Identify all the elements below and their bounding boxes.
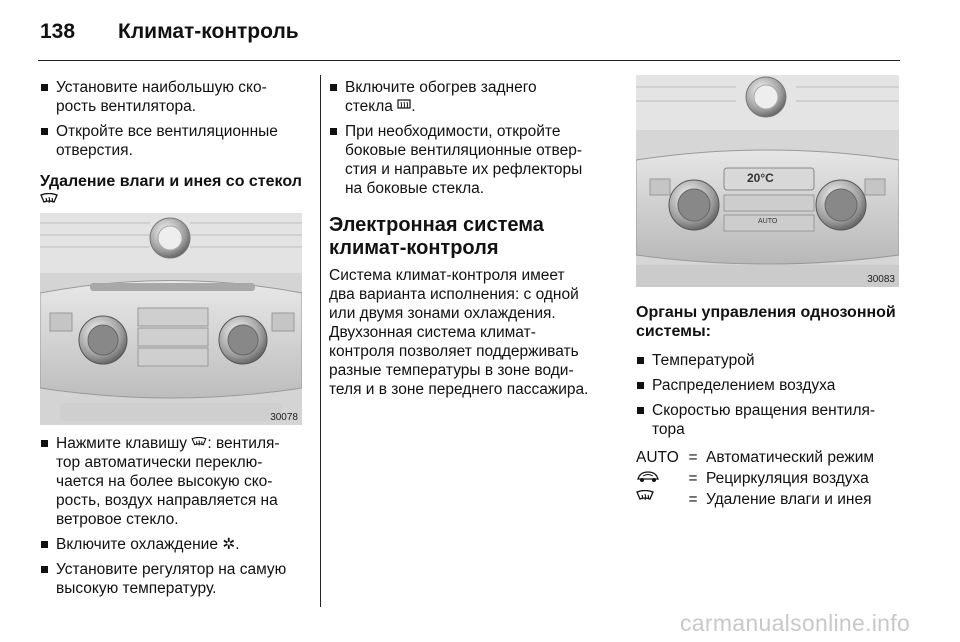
column-divider [320, 75, 321, 607]
snowflake-icon: ✲ [222, 536, 236, 553]
windshield-defrost-icon [191, 437, 207, 449]
legend-equals: = [688, 449, 698, 466]
windshield-defrost-icon [636, 490, 680, 509]
legend-row-defrost [636, 489, 906, 510]
column-1-lower [40, 434, 305, 604]
bullet-list-bottom [40, 434, 305, 598]
list-item: Распределением воздуха [636, 376, 906, 395]
figure-control-panel-30078 [40, 213, 302, 425]
legend-equals: = [688, 491, 698, 508]
list-item: Включите обогрев заднего стекла . [329, 78, 609, 116]
column-3 [636, 303, 906, 510]
list-item: Установите наибольшую ско-рость вентилятора. [40, 78, 305, 116]
section-heading-controls: Органы управления однозонной системы: [636, 304, 896, 340]
list-item: Нажмите клавишу : вентиля- тор автоматически переклю- чается на более высокую ско- рость, воздух направляется на ветровое стекло. [40, 434, 305, 529]
controls-legend [636, 447, 906, 510]
column-2 [329, 78, 609, 399]
legend-key-auto: AUTO [636, 449, 679, 466]
column-1 [40, 78, 305, 220]
section-heading-defrost: Удаление влаги и инея со стекол [40, 172, 305, 210]
auto-button-label: AUTO [758, 218, 778, 225]
legend-equals: = [688, 470, 698, 487]
section-heading-electronic: Электронная система климат-контроля [329, 214, 544, 259]
display-temperature: 20°C [747, 171, 774, 185]
list-item: Откройте все вентиляционные отверстия. [40, 122, 305, 160]
page-number: 138 [40, 20, 76, 43]
body-paragraph: Система климат-контроля имеет два варианта исполнения: с одной или двумя зонами охлаждения. Двухзонная система климат- контроля позволяет поддерживать разные температуры в зоне води- теля и в зоне переднего пассажира. [329, 267, 589, 398]
legend-row-auto [636, 447, 906, 468]
bullet-list [636, 351, 906, 439]
figure-control-panel-30083 [636, 75, 899, 287]
figure-number: 30078 [270, 412, 298, 423]
list-item: Скоростью вращения вентиля- тора [636, 401, 906, 439]
legend-desc: Удаление влаги и инея [706, 491, 872, 508]
legend-desc: Рециркуляция воздуха [706, 470, 869, 487]
watermark: carmanualsonline.info [680, 610, 911, 636]
windshield-defrost-icon [40, 193, 58, 207]
recirculation-icon [636, 469, 680, 488]
figure-number: 30083 [867, 274, 895, 285]
bullet-list-top [40, 78, 305, 160]
list-item: Включите охлаждение ✲. [40, 535, 305, 554]
list-item: Установите регулятор на самую высокую температуру. [40, 560, 305, 598]
list-item: Температурой [636, 351, 906, 370]
legend-row-recirculation [636, 468, 906, 489]
rear-window-heat-icon [397, 99, 411, 112]
bullet-list [329, 78, 609, 198]
list-item: При необходимости, откройте боковые вентиляционные отвер- стия и направьте их рефлекторы на боковые стекла. [329, 122, 609, 198]
header-rule [38, 60, 900, 61]
legend-desc: Автоматический режим [706, 449, 875, 466]
page-title: Климат-контроль [118, 20, 299, 43]
